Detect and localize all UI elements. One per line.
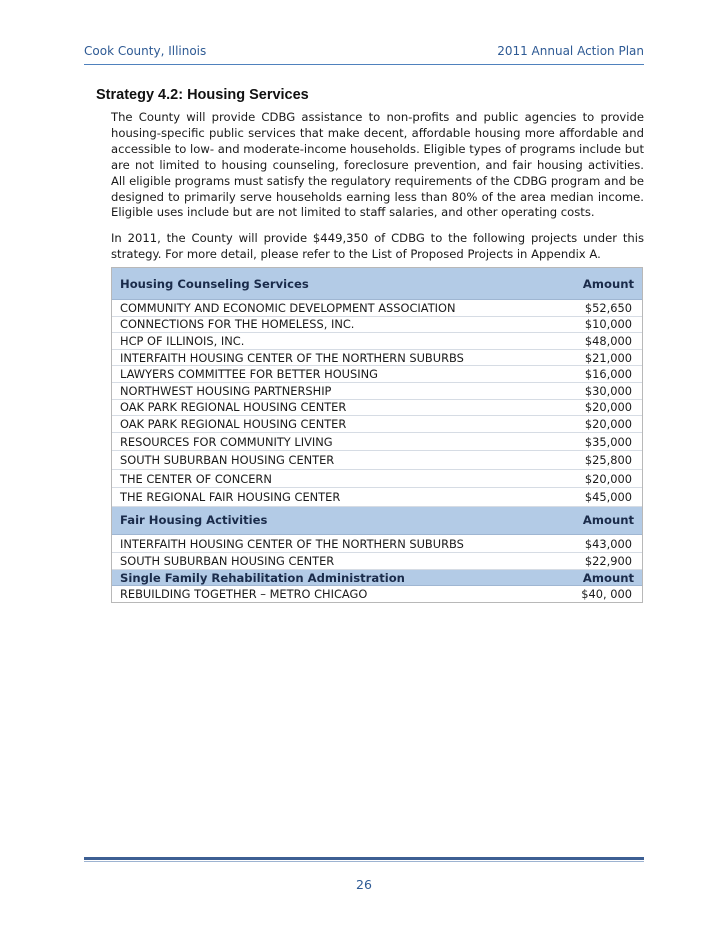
organization-name: RESOURCES FOR COMMUNITY LIVING (120, 434, 333, 449)
header-county: Cook County, Illinois (84, 44, 207, 58)
header-plan-title: 2011 Annual Action Plan (497, 44, 644, 58)
funding-table (111, 267, 643, 603)
amount-value: $45,000 (584, 490, 632, 504)
table-row (112, 400, 642, 417)
group-title: Housing Counseling Services (120, 276, 309, 291)
organization-name: THE CENTER OF CONCERN (120, 471, 272, 486)
page-number: 26 (356, 877, 372, 892)
amount-value: $20,000 (584, 400, 632, 415)
table-row (112, 488, 642, 507)
footer-rule (84, 857, 644, 860)
amount-value: $16,000 (584, 367, 632, 382)
organization-name: OAK PARK REGIONAL HOUSING CENTER (120, 416, 347, 431)
organization-name: THE REGIONAL FAIR HOUSING CENTER (120, 490, 341, 504)
amount-value: $43,000 (584, 536, 632, 551)
amount-value: $21,000 (584, 350, 632, 365)
amount-value: $20,000 (584, 416, 632, 431)
organization-name: OAK PARK REGIONAL HOUSING CENTER (120, 400, 347, 415)
table-row (112, 586, 642, 602)
organization-name: CONNECTIONS FOR THE HOMELESS, INC. (120, 317, 355, 332)
organization-name: LAWYERS COMMITTEE FOR BETTER HOUSING (120, 367, 378, 382)
amount-value: $22,900 (584, 554, 632, 569)
table-row (112, 416, 642, 433)
table-row (112, 383, 642, 400)
header-rule (84, 64, 644, 65)
amount-value: $52,650 (584, 300, 632, 315)
amount-column-header: Amount (582, 276, 634, 291)
amount-value: $10,000 (584, 317, 632, 332)
amount-value: $25,800 (584, 453, 632, 467)
table-row (112, 433, 642, 452)
amount-value: $20,000 (584, 471, 632, 486)
funding-summary: In 2011, the County will provide $449,350 of CDBG to the following projects under this strategy. For more detail, please refer to the List of Proposed Projects in Appendix A. (111, 231, 644, 261)
organization-name: COMMUNITY AND ECONOMIC DEVELOPMENT ASSOCIATION (120, 300, 456, 315)
strategy-description: The County will provide CDBG assistance to non-profits and public agencies to provide housing-specific public services that make decent, affordable housing more affordable and accessible to low- and moderate-income households. Eligible types of programs include but are not limited to housing counseling, foreclosure prevention, and fair housing activities. All eligible programs must satisfy the regulatory requirements of the CDBG program and be designed to primarily serve households earning less than 80% of the area median income. Eligible uses include but are not limited to staff salaries, and other operating costs. (111, 110, 644, 220)
table-row (112, 317, 642, 334)
group-title: Single Family Rehabilitation Administration (120, 570, 405, 585)
amount-value: $30,000 (584, 383, 632, 398)
organization-name: HCP OF ILLINOIS, INC. (120, 333, 245, 348)
table-group-heading (112, 570, 642, 587)
organization-name: SOUTH SUBURBAN HOUSING CENTER (120, 554, 335, 569)
amount-value: $40, 000 (581, 587, 632, 602)
table-row (112, 451, 642, 470)
amount-value: $48,000 (584, 333, 632, 348)
table-row (112, 535, 642, 554)
amount-value: $35,000 (584, 434, 632, 449)
page-header (84, 44, 644, 62)
section-title: Strategy 4.2: Housing Services (96, 87, 309, 103)
table-row (112, 350, 642, 367)
amount-column-header: Amount (582, 513, 634, 528)
table-row (112, 300, 642, 317)
organization-name: SOUTH SUBURBAN HOUSING CENTER (120, 453, 335, 467)
table-row (112, 333, 642, 350)
organization-name: INTERFAITH HOUSING CENTER OF THE NORTHERN SUBURBS (120, 350, 464, 365)
organization-name: INTERFAITH HOUSING CENTER OF THE NORTHERN SUBURBS (120, 536, 464, 551)
table-row (112, 470, 642, 489)
table-row (112, 366, 642, 383)
organization-name: REBUILDING TOGETHER – METRO CHICAGO (120, 587, 368, 602)
organization-name: NORTHWEST HOUSING PARTNERSHIP (120, 383, 332, 398)
table-group-heading (112, 268, 642, 300)
footer-rule-thin (84, 861, 644, 862)
table-group-heading (112, 507, 642, 535)
amount-column-header: Amount (582, 570, 634, 585)
table-row (112, 553, 642, 570)
group-title: Fair Housing Activities (120, 513, 268, 528)
